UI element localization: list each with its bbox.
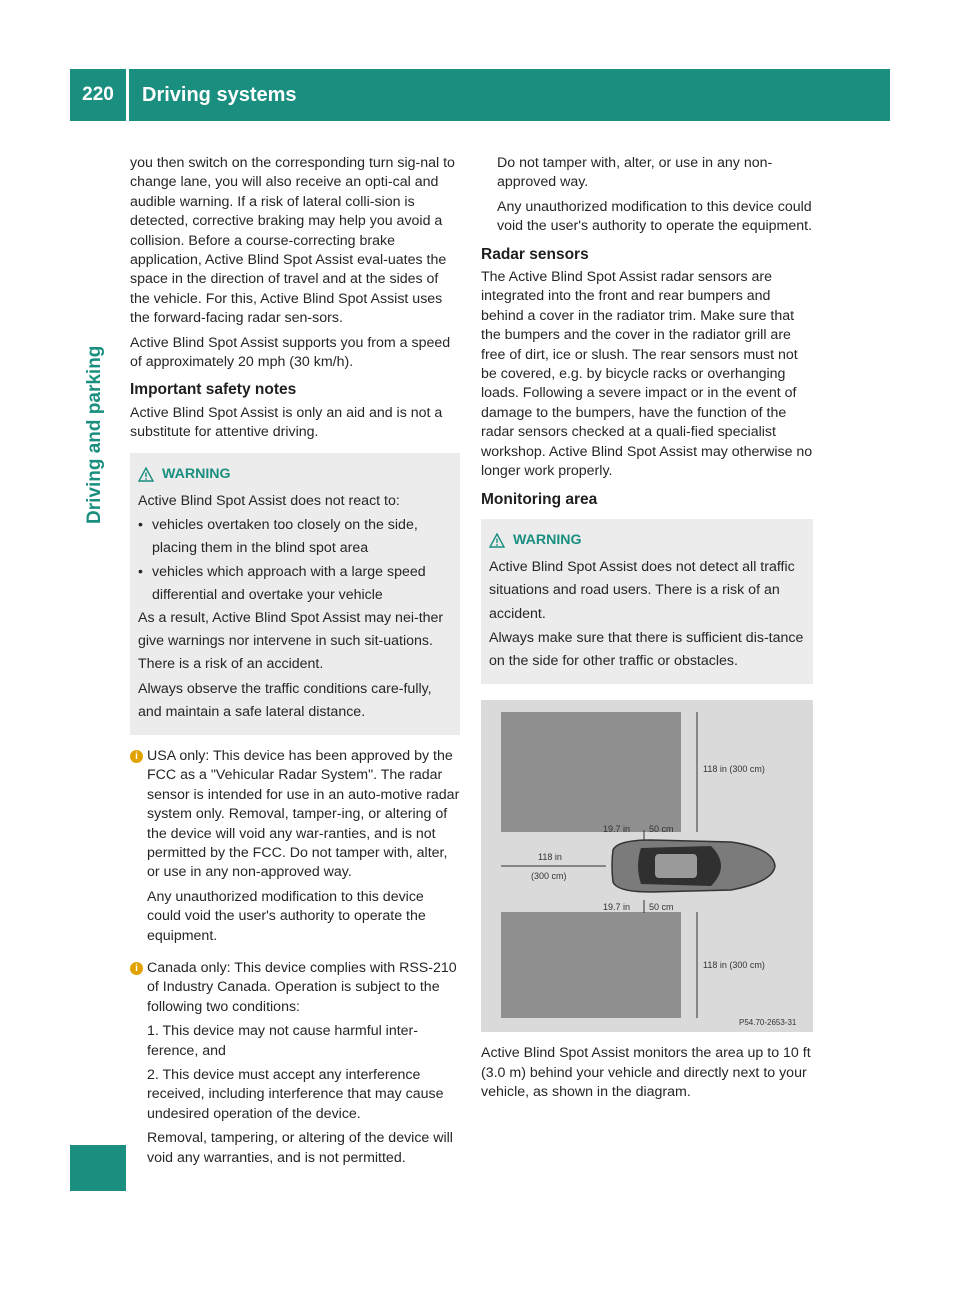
canada-condition: 2. This device must accept any interference received, including interference that may cause undesired operation of the device. bbox=[147, 1067, 444, 1122]
radar-heading: Radar sensors bbox=[481, 245, 589, 263]
safety-paragraph: Active Blind Spot Assist is only an aid and is not a substitute for attentive driving. bbox=[130, 404, 443, 441]
warning-paragraph: Always make sure that there is sufficient dis-tance on the side for other traffic or obstacles. bbox=[489, 629, 804, 669]
continued-paragraph: Any unauthorized modification to this device could void the user's authority to operate the equipment. bbox=[497, 198, 813, 235]
figure-code: P54.70-2653-31 bbox=[739, 1018, 797, 1028]
warning-triangle-icon bbox=[489, 533, 505, 548]
section-title: Driving systems bbox=[142, 84, 297, 106]
gap-label-bot-cm: 50 cm bbox=[649, 902, 674, 913]
right-column bbox=[481, 154, 813, 1107]
warning-header bbox=[489, 529, 805, 552]
gap-label-top-in: 19.7 in bbox=[603, 824, 631, 835]
warning-box bbox=[130, 453, 460, 735]
warning-bullet bbox=[138, 561, 452, 607]
warning-label: WARNING bbox=[513, 531, 582, 548]
radar-paragraph: The Active Blind Spot Assist radar sensors are integrated into the front and rear bumpers and behind a cover in the radiator trim. Make sure that the bumpers and the cover in the radiator grill are free of dirt, ice or slush. The rear sensors must not be covered, e.g. by bicycle racks or overhanging loads. Following a severe impact or in the event of damage to the bumpers, have the function of the radar sensors checked at a quali-fied specialist workshop. Active Blind Spot Assist may otherwise no longer work properly. bbox=[481, 269, 813, 480]
page-number: 220 bbox=[82, 84, 114, 105]
header-divider bbox=[126, 69, 129, 121]
car-top-view bbox=[612, 840, 775, 892]
canada-info-paragraph: Canada only: This device complies with RSS-210 of Industry Canada. Operation is subject to the following two conditions: bbox=[147, 959, 457, 1015]
warning-paragraph: Always observe the traffic conditions care-fully, and maintain a safe lateral distance. bbox=[138, 680, 432, 720]
canada-info-note bbox=[130, 959, 460, 1173]
usa-info-note bbox=[130, 747, 460, 951]
monitoring-zone-upper bbox=[501, 712, 681, 835]
left-column bbox=[130, 154, 460, 1179]
dimension-label-lower: 118 in (300 cm) bbox=[703, 960, 765, 971]
info-icon: i bbox=[130, 962, 143, 975]
dimension-label-upper: 118 in (300 cm) bbox=[703, 764, 765, 775]
warning-bullet-text: vehicles overtaken too closely on the side, placing them in the blind spot area bbox=[152, 517, 418, 557]
intro-paragraph: you then switch on the corresponding turn sig-nal to change lane, you will also receive an opti-cal and audible warning. If a risk of lateral colli-sion is detected, corrective braking may help you avoid a collision. Before a course-correcting brake application, Active Blind Spot Assist eval-uates the space in the direction of travel and at the sides of the vehicle. For this, Active Blind Spot Assist uses the forward-facing radar sen-sors. bbox=[130, 155, 455, 327]
speed-paragraph: Active Blind Spot Assist supports you from a speed of approximately 20 mph (30 km/h). bbox=[130, 334, 451, 371]
warning-box bbox=[481, 519, 813, 684]
warning-bullet-text: vehicles which approach with a large speed differential and overtake your vehicle bbox=[152, 563, 426, 603]
continued-paragraph: Do not tamper with, alter, or use in any non-approved way. bbox=[497, 155, 773, 191]
warning-paragraph: Active Blind Spot Assist does not detect all traffic situations and road users. There is a risk of an accident. bbox=[489, 559, 795, 622]
rear-label-a: 118 in bbox=[538, 852, 562, 863]
rear-label-b: (300 cm) bbox=[531, 871, 567, 882]
figure-caption: Active Blind Spot Assist monitors the area up to 10 ft (3.0 m) behind your vehicle and directly next to your vehicle, as shown in the diagram. bbox=[481, 1045, 811, 1100]
warning-bullet bbox=[138, 514, 452, 560]
warning-label: WARNING bbox=[162, 465, 231, 482]
warning-header bbox=[138, 463, 452, 486]
chapter-tab-label: Driving and parking bbox=[84, 345, 105, 524]
bullet-icon: • bbox=[138, 517, 143, 534]
usa-info-paragraph: USA only: This device has been approved by the FCC as a "Vehicular Radar System". The radar sensor is intended for use in an auto-motive radar system only. Removal, tamper-ing, or altering of the device will void any war-ranties, and is not permitted by the FCC. Do not tamper with, alter, or use in any non-approved way. bbox=[147, 747, 460, 881]
monitoring-zone-lower bbox=[501, 912, 681, 1018]
warning-paragraph: As a result, Active Blind Spot Assist may nei-ther give warnings nor intervene in such sit-uations. There is a risk of an accident. bbox=[138, 609, 444, 673]
canada-info-paragraph: Removal, tampering, or altering of the device will void any warranties, and is not permitted. bbox=[147, 1130, 453, 1166]
usa-info-paragraph: Any unauthorized modification to this device could void the user's authority to operate the equipment. bbox=[147, 888, 426, 944]
monitoring-area-diagram bbox=[481, 700, 813, 1032]
gap-label-top-cm: 50 cm bbox=[649, 824, 674, 835]
warning-lead: Active Blind Spot Assist does not react to: bbox=[138, 492, 400, 509]
warning-triangle-icon bbox=[138, 467, 154, 482]
gap-label-bot-in: 19.7 in bbox=[603, 902, 631, 913]
info-icon: i bbox=[130, 750, 143, 763]
chapter-tab-marker bbox=[70, 1145, 126, 1191]
canada-condition: 1. This device may not cause harmful inter-ference, and bbox=[147, 1023, 418, 1059]
bullet-icon: • bbox=[138, 563, 143, 580]
safety-heading: Important safety notes bbox=[130, 381, 297, 399]
monitoring-heading: Monitoring area bbox=[481, 490, 598, 508]
